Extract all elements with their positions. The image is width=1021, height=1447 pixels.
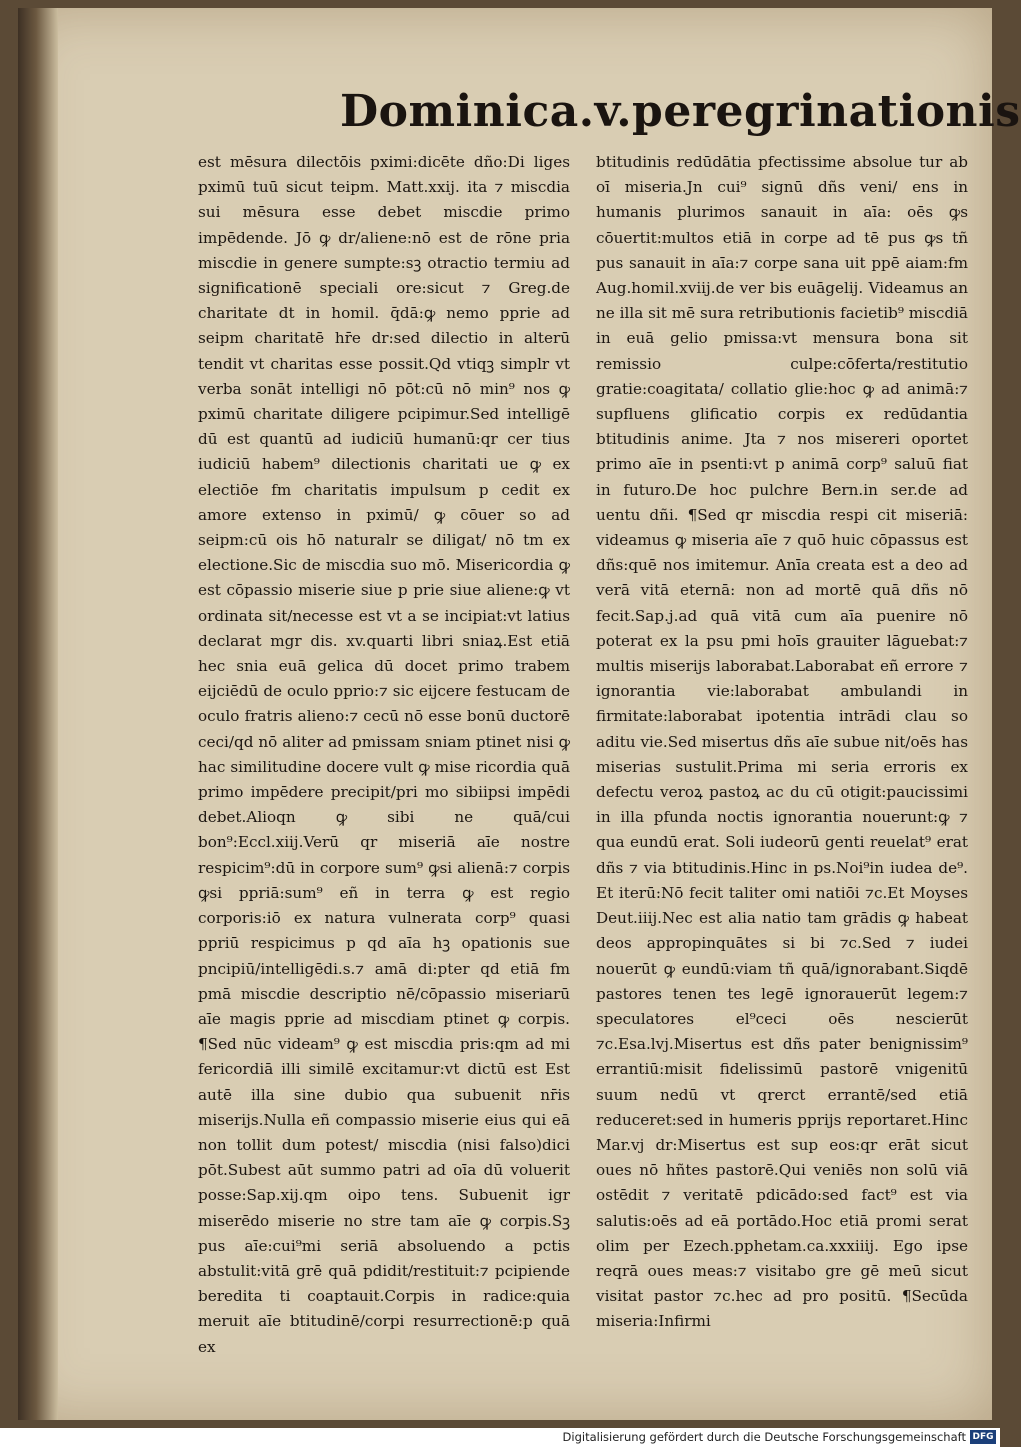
- column-text: btitudinis redūdātia pfectissime absolue tur ab oī miseria.Jn cui⁹ signū dñs veni/ ens in humanis plurimos sanauit in aīa: oēs ꝙs cōuertit:multos etiā in corpe ad tē pus ꝙs tñ pus sanauit in aīa:⁊ corpe sana uit ppē aiam:fm Aug.homil.xviij.de ver bis euāgelij. Videamus an ne illa sit mē sura retributionis facietib⁹ miscdiā in euā gelio pmissa:vt mensura bona sit remissio culpe:cōferta/restitutio gratie:coagitata/ collatio glie:hoc ꝙ ad animā:⁊ supfluens glificatio corpis ex redūdantia btitudinis anime. Jta ⁊ nos misereri oportet primo aīe in psenti:vt p animā corp⁹ saluū fiat in futuro.De hoc pulchre Bern.in ser.de ad uentu dñi. ¶Sed qr miscdia respi cit miseriā: videamus ꝙ miseria aīe ⁊ quō huic cōpassus est dñs:quē nos imitemur. Anīa creata est a deo ad verā vitā eternā: non ad mortē quā dñs nō fecit.Sap.j.ad quā vitā cum aīa puenire nō poterat ex la psu pmi hoīs grauiter lāguebat:⁊ multis miserijs laborabat.Laborabat eñ errore ⁊ ignorantia vie:laborabat ambulandi in firmitate:laborabat ipotentia intrādi clau so aditu vie.Sed misertus dñs aīe subue nit/oēs has miserias sustulit.Prima mi seria erroris ex defectu veroꝝ pastoꝝ ac du cū otigit:paucissimi in illa pfunda noctis ignorantia nouerunt:ꝙ ⁊ qua eundū erat. Soli iudeorū genti reuelat⁹ erat dñs ⁊ via btitudinis.Hinc in ps.Noi⁹in iudea de⁹. Et iterū:Nō fecit taliter omi natiōi ⁊c.Et Moyses Deut.iiij.Nec est alia natio tam grādis ꝙ habeat deos appropinquātes si bi ⁊c.Sed ⁊ iudei nouerūt ꝙ eundū:viam tñ quā/ignorabant.Siqdē pastores tenen tes legē ignorauerūt legem:⁊ speculatores el⁹ceci oēs nescierūt ⁊c.Esa.lvj.Misertus est dñs pater benignissim⁹ errantiū:misit fidelissimū pastorē vnigenitū suum nedū vt qrerct errantē/sed etiā reduceret:sed in humeris pprijs reportaret.Hinc Mar.vj dr:Misertus est sup eos:qr erāt sicut oues nō hñtes pastorē.Qui veniēs non solū viā ostēdit ⁊ veritatē pdicādo:sed fact⁹ est via salutis:oēs ad eā portādo.Hoc etiā promi serat olim per Ezech.pphetam.ca.xxxiiij. Ego ipse reqrā oues meas:⁊ visitabo gre gē meū sicut visitat pastor ⁊c.hec ad pro positū. ¶Secūda miseria:Infirmi: [596, 153, 968, 1331]
- dfg-logo: DFG: [970, 1430, 996, 1444]
- running-heading: Dominica.v.peregrinationis: [340, 86, 1021, 137]
- text-column-right: [596, 150, 968, 1331]
- page-gutter: [18, 8, 58, 1420]
- funding-credit: Digitalisierung gefördert durch die Deutsche Forschungsgemeinschaft: [562, 1430, 966, 1444]
- footer-bar: [0, 1428, 1000, 1447]
- column-text: est mēsura dilectōis pximi:dicēte dño:Di liges pximū tuū sicut teipm. Matt.xxij. ita ⁊ miscdia sui mēsura esse debet miscdie primo impēdende. Jō ꝙ dr/aliene:nō est de rōne pria miscdie in genere sumpte:sꝫ otractio termiu ad significationē speciali ore:sicut ⁊ Greg.de charitate dt in homil. q̄dā:ꝙ nemo pprie ad seipm charitatē hr̄e dr:sed dilectio in alterū tendit vt charitas esse possit.Qd vtiqꝫ simplr vt verba sonāt intelligi nō pōt:cū nō min⁹ nos ꝙ pximū charitate diligere pcipimur.Sed intelligē dū est quantū ad iudiciū humanū:qr cer tius iudiciū habem⁹ dilectionis charitati ue ꝙ ex electiōe fm charitatis impulsum p cedit ex amore extenso in pximū/ ꝙ cōuer so ad seipm:cū ois hō naturalr se diligat/ nō tm ex electione.Sic de miscdia suo mō. Misericordia ꝙ est cōpassio miserie siue p prie siue aliene:ꝙ vt ordinata sit/necesse est vt a se incipiat:vt latius declarat mgr dis. xv.quarti libri sniaꝝ.Est etiā hec snia euā gelica dū docet primo trabem eijciēdū de oculo pprio:⁊ sic eijcere festucam de oculo fratris alieno:⁊ cecū nō esse bonū ductorē ceci/qd nō aliter ad pmissam sniam ptinet nisi ꝙ hac similitudine docere vult ꝙ mise ricordia quā primo impēdere precipit/pri mo sibiipsi impēdi debet.Alioqn ꝙ sibi ne quā/cui bon⁹:Eccl.xiij.Verū qr miseriā aīe nostre respicim⁹:dū in corpore sum⁹ ꝙsi alienā:⁊ corpis ꝙsi ppriā:sum⁹ eñ in terra ꝙ est regio corporis:iō ex natura vulnerata corp⁹ quasi ppriū respicimus p qd aīa hꝫ opationis sue pncipiū/intelligēdi.s.⁊ amā di:pter qd etiā fm pmā miscdie descriptio nē/cōpassio miseriarū aīe magis pprie ad miscdiam ptinet ꝙ corpis. ¶Sed nūc videam⁹ ꝙ est miscdia pris:qm ad mi fericordiā illi similē excitamur:vt dictū est Est autē illa sine dubio qua subuenit nr̄is miserijs.Nulla eñ compassio miserie eius qui eā non tollit dum potest/ miscdia (nisi falso)dici pōt.Subest aūt summo patri ad oīa dū voluerit posse:Sap.xij.qm oipo tens. Subuenit igr miserēdo miserie no stre tam aīe ꝙ corpis.Sꝫ pus aīe:cui⁹mi seriā absoluendo a pctis abstulit:vitā grē quā pdidit/restituit:⁊ pcipiende beredita ti coaptauit.Corpis in radice:quia meruit aīe btitudinē/corpi resurrectionē:p quā ex: [198, 153, 570, 1356]
- book-page: [18, 8, 1021, 1420]
- text-column-left: [198, 150, 570, 1356]
